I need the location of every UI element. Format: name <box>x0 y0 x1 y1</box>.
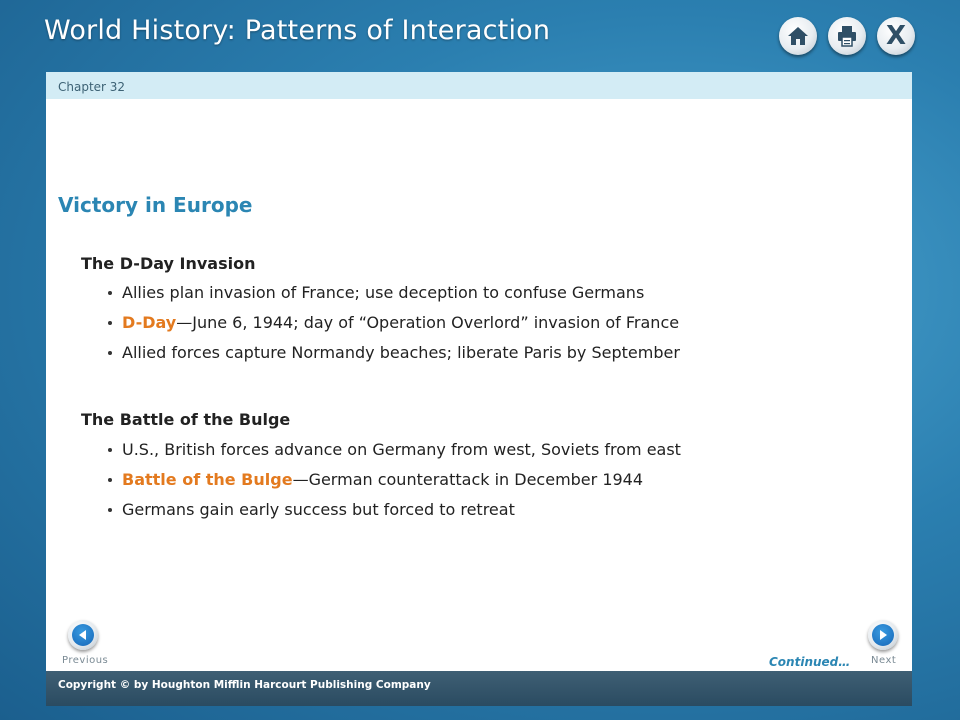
list-item: Battle of the Bulge—German counterattack in December 1944 <box>108 469 681 499</box>
next-label: Next <box>871 655 897 666</box>
list-item: D-Day—June 6, 1944; day of “Operation Overlord” invasion of France <box>108 312 680 342</box>
bullet-list-bulge <box>108 439 681 529</box>
chapter-bar <box>46 72 912 99</box>
chapter-label: Chapter 32 <box>58 80 126 94</box>
previous-label: Previous <box>62 655 109 666</box>
bullet-list-d-day <box>108 282 680 372</box>
list-item: Germans gain early success but forced to retreat <box>108 499 681 529</box>
slide-panel <box>46 72 912 706</box>
footer-bar <box>46 671 912 706</box>
list-item: Allied forces capture Normandy beaches; liberate Paris by September <box>108 342 680 372</box>
arrow-left-icon <box>72 624 94 646</box>
exit-icon: X <box>885 21 907 51</box>
term-d-day[interactable]: D-Day <box>122 313 177 332</box>
copyright-text: Copyright © by Houghton Mifflin Harcourt Publishing Company <box>58 679 431 691</box>
continued-label: Continued… <box>769 655 851 669</box>
previous-button[interactable] <box>68 620 98 650</box>
section-title-d-day: The D-Day Invasion <box>81 254 256 273</box>
section-title-bulge: The Battle of the Bulge <box>81 410 291 429</box>
exit-button[interactable] <box>877 17 915 55</box>
term-battle-of-the-bulge[interactable]: Battle of the Bulge <box>122 470 293 489</box>
list-item: U.S., British forces advance on Germany from west, Soviets from east <box>108 439 681 469</box>
app-title: World History: Patterns of Interaction <box>44 15 551 46</box>
arrow-right-icon <box>872 624 894 646</box>
next-button[interactable] <box>868 620 898 650</box>
list-item: Allies plan invasion of France; use deception to confuse Germans <box>108 282 680 312</box>
print-icon <box>835 24 859 48</box>
home-button[interactable] <box>779 17 817 55</box>
print-button[interactable] <box>828 17 866 55</box>
home-icon <box>786 25 810 47</box>
slide-heading: Victory in Europe <box>58 193 253 217</box>
